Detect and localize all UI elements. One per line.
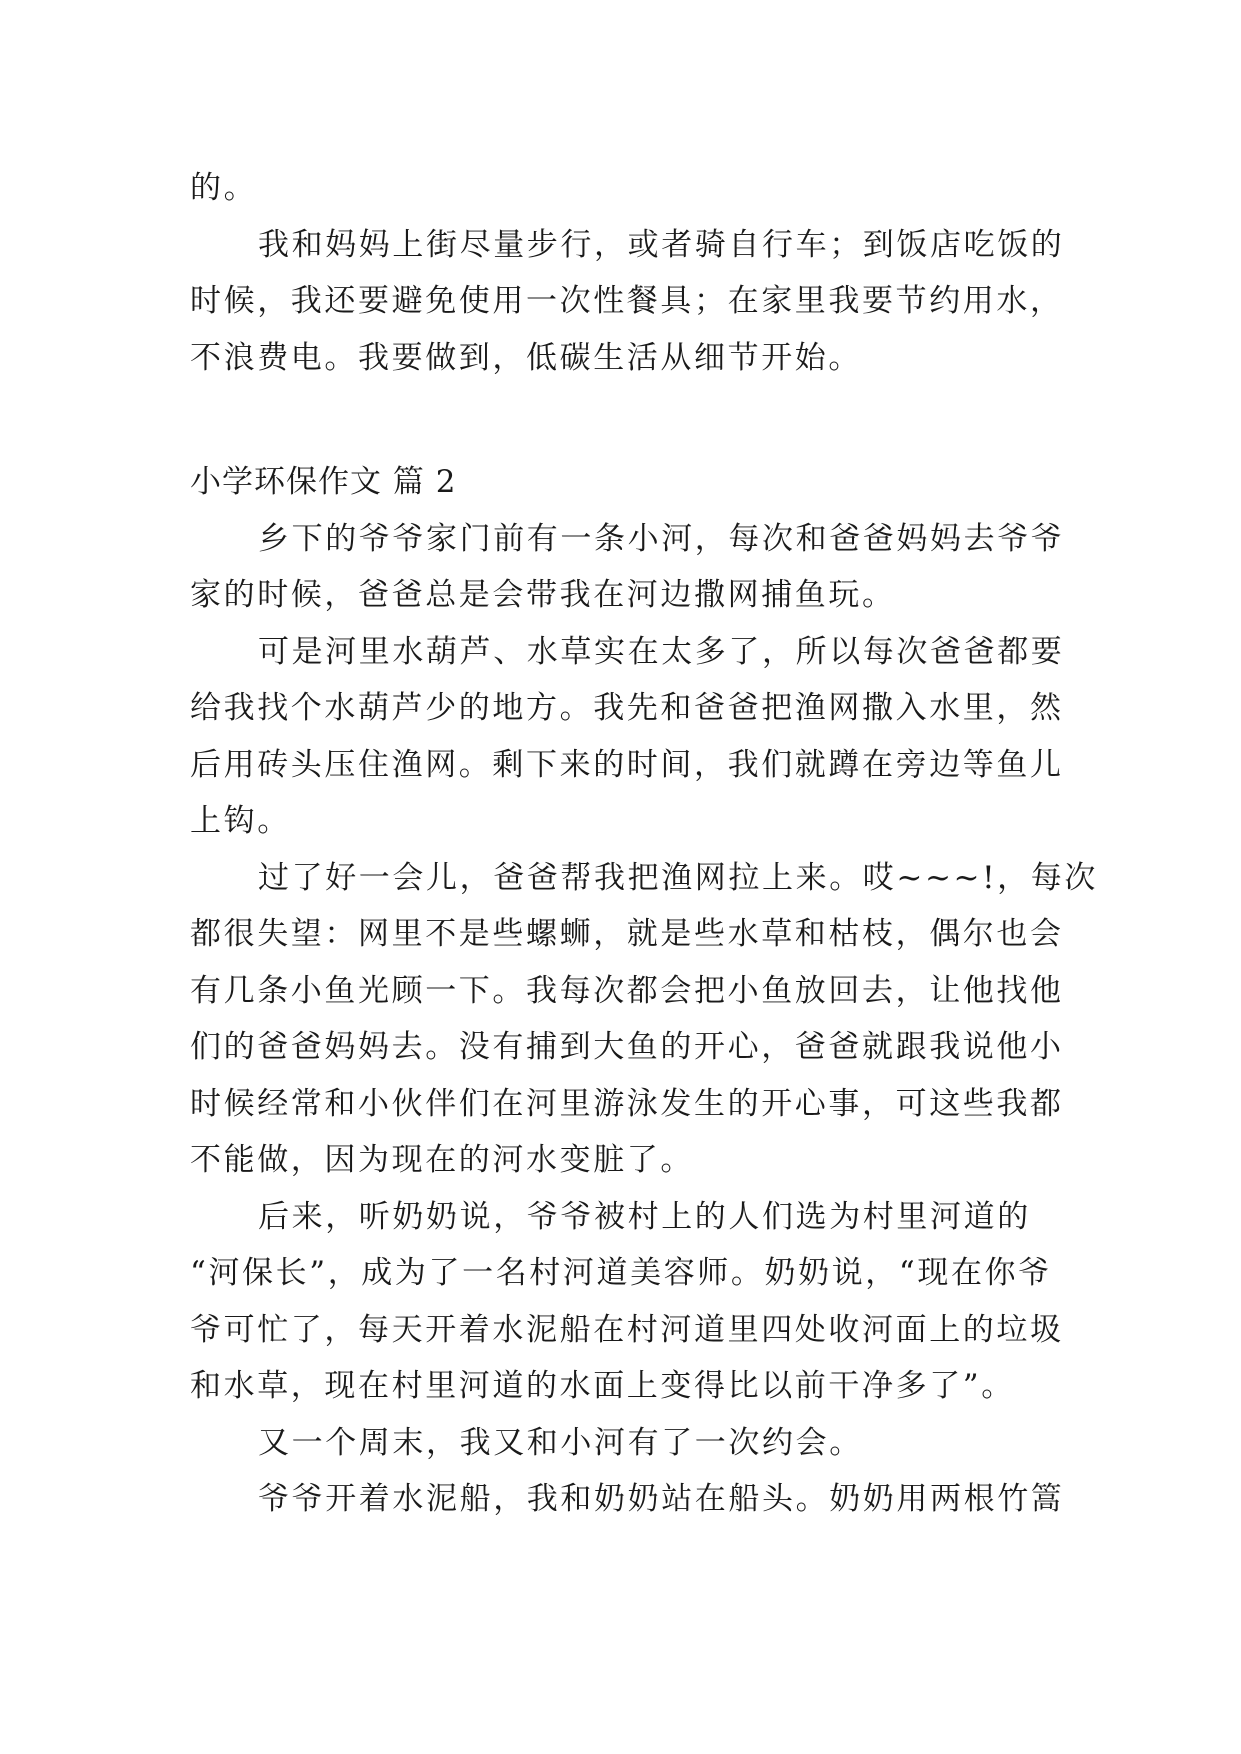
text-line: 的。	[190, 170, 258, 206]
paragraph-line: 和水草，现在村里河道的水面上变得比以前干净多了”。	[190, 1368, 1015, 1404]
paragraph-line: 我和妈妈上街尽量步行，或者骑自行车；到饭店吃饭的	[258, 226, 1065, 263]
paragraph-line: 可是河里水葫芦、水草实在太多了，所以每次爸爸都要	[258, 633, 1065, 670]
section-heading: 小学环保作文 篇 2	[190, 464, 457, 500]
paragraph-line: 后来，听奶奶说，爷爷被村上的人们选为村里河道的	[258, 1198, 1031, 1235]
paragraph-line: 们的爸爸妈妈去。没有捕到大鱼的开心，爸爸就跟我说他小	[190, 1029, 1064, 1065]
paragraph-line: 爷爷开着水泥船，我和奶奶站在船头。奶奶用两根竹篙	[258, 1481, 1065, 1517]
paragraph-line: 又一个周末，我又和小河有了一次约会。	[258, 1424, 863, 1461]
paragraph-line: 过了好一会儿，爸爸帮我把渔网拉上来。哎~~~!，每次	[258, 859, 1098, 896]
paragraph-line: 不浪费电。我要做到，低碳生活从细节开始。	[190, 339, 862, 376]
paragraph-line: 爷可忙了，每天开着水泥船在村河道里四处收河面上的垃圾	[190, 1311, 1064, 1348]
paragraph-line: 家的时候，爸爸总是会带我在河边撒网捕鱼玩。	[190, 577, 896, 613]
section-gap	[190, 386, 1060, 454]
paragraph-line: 上钩。	[190, 803, 291, 839]
paragraph-line: 有几条小鱼光顾一下。我每次都会把小鱼放回去，让他找他	[190, 972, 1064, 1009]
paragraph-line: 都很失望：网里不是些螺蛳，就是些水草和枯枝，偶尔也会	[190, 916, 1064, 952]
paragraph-line: 时候，我还要避免使用一次性餐具；在家里我要节约用水，	[190, 283, 1064, 319]
paragraph-line: “河保长”，成为了一名村河道美容师。奶奶说，“现在你爷	[190, 1255, 1052, 1291]
document-page	[190, 160, 1098, 1528]
paragraph-line: 给我找个水葫芦少的地方。我先和爸爸把渔网撒入水里，然	[190, 690, 1064, 726]
paragraph-line: 乡下的爷爷家门前有一条小河，每次和爸爸妈妈去爷爷	[258, 520, 1065, 557]
paragraph-line: 不能做，因为现在的河水变脏了。	[190, 1142, 694, 1178]
paragraph-line: 后用砖头压住渔网。剩下来的时间，我们就蹲在旁边等鱼儿	[190, 746, 1064, 783]
paragraph-line: 时候经常和小伙伴们在河里游泳发生的开心事，可这些我都	[190, 1085, 1064, 1122]
